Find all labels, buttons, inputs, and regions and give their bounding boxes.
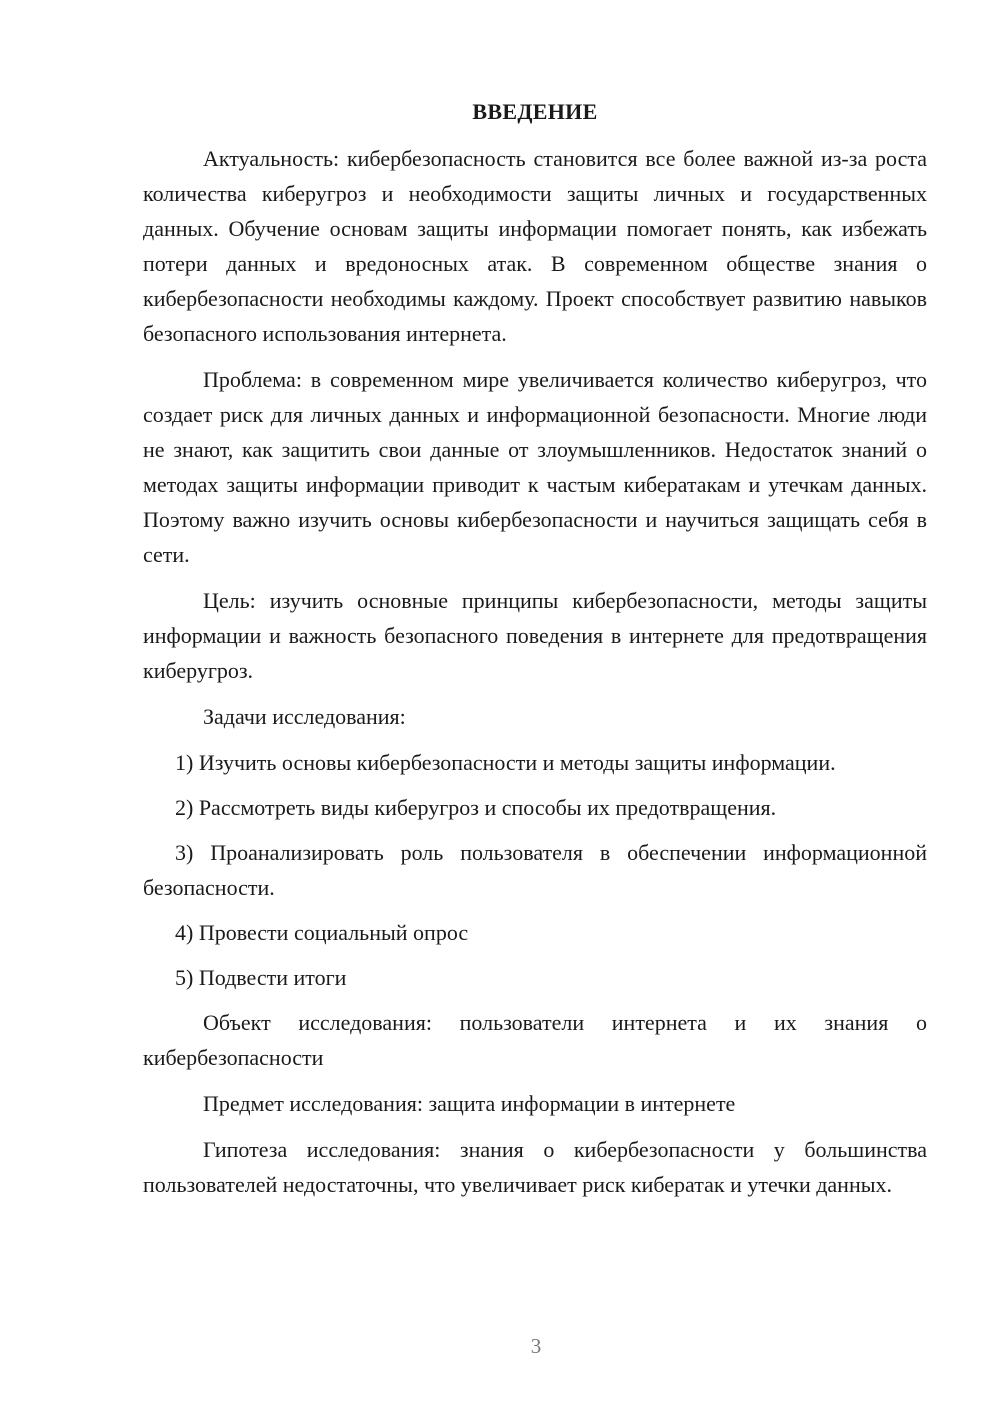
task-item-4: 4) Провести социальный опрос bbox=[175, 920, 469, 945]
relevance-paragraph: Актуальность: кибербезопасность становится все более важной из-за роста количества киберугроз и необходимости защиты личных и государственных данных. Обучение основам защиты информации помогает понять, как избежать потери данных и вредоносных атак. В современном обществе знания о кибербезопасности необходимы каждому. Проект способствует развитию навыков безопасного использования интернета. bbox=[143, 146, 927, 346]
page-number: 3 bbox=[530, 1334, 542, 1358]
task-item-3: 3) Проанализировать роль пользователя в обеспечении информационной безопасности. bbox=[143, 840, 927, 900]
goal-paragraph: Цель: изучить основные принципы кибербезопасности, методы защиты информации и важность безопасного поведения в интернете для предотвращения киберугроз. bbox=[143, 588, 927, 683]
task-item-1: 1) Изучить основы кибербезопасности и методы защиты информации. bbox=[175, 750, 836, 775]
page-title: ВВЕДЕНИЕ bbox=[472, 99, 598, 124]
document-body bbox=[143, 94, 927, 1213]
task-item-5: 5) Подвести итоги bbox=[175, 965, 347, 990]
hypothesis-paragraph: Гипотеза исследования: знания о кибербезопасности у большинства пользователей недостаточны, что увеличивает риск кибератак и утечки данных. bbox=[143, 1137, 927, 1197]
tasks-heading: Задачи исследования: bbox=[203, 704, 406, 729]
task-item-2: 2) Рассмотреть виды киберугроз и способы их предотвращения. bbox=[175, 795, 777, 820]
subject-paragraph: Предмет исследования: защита информации в интернете bbox=[203, 1091, 736, 1116]
object-paragraph: Объект исследования: пользователи интернета и их знания о кибербезопасности bbox=[143, 1010, 927, 1070]
problem-paragraph: Проблема: в современном мире увеличивается количество киберугроз, что создает риск для личных данных и информационной безопасности. Многие люди не знают, как защитить свои данные от злоумышленников. Недостаток знаний о методах защиты информации приводит к частым кибератакам и утечкам данных. Поэтому важно изучить основы кибербезопасности и научиться защищать себя в сети. bbox=[143, 367, 927, 567]
